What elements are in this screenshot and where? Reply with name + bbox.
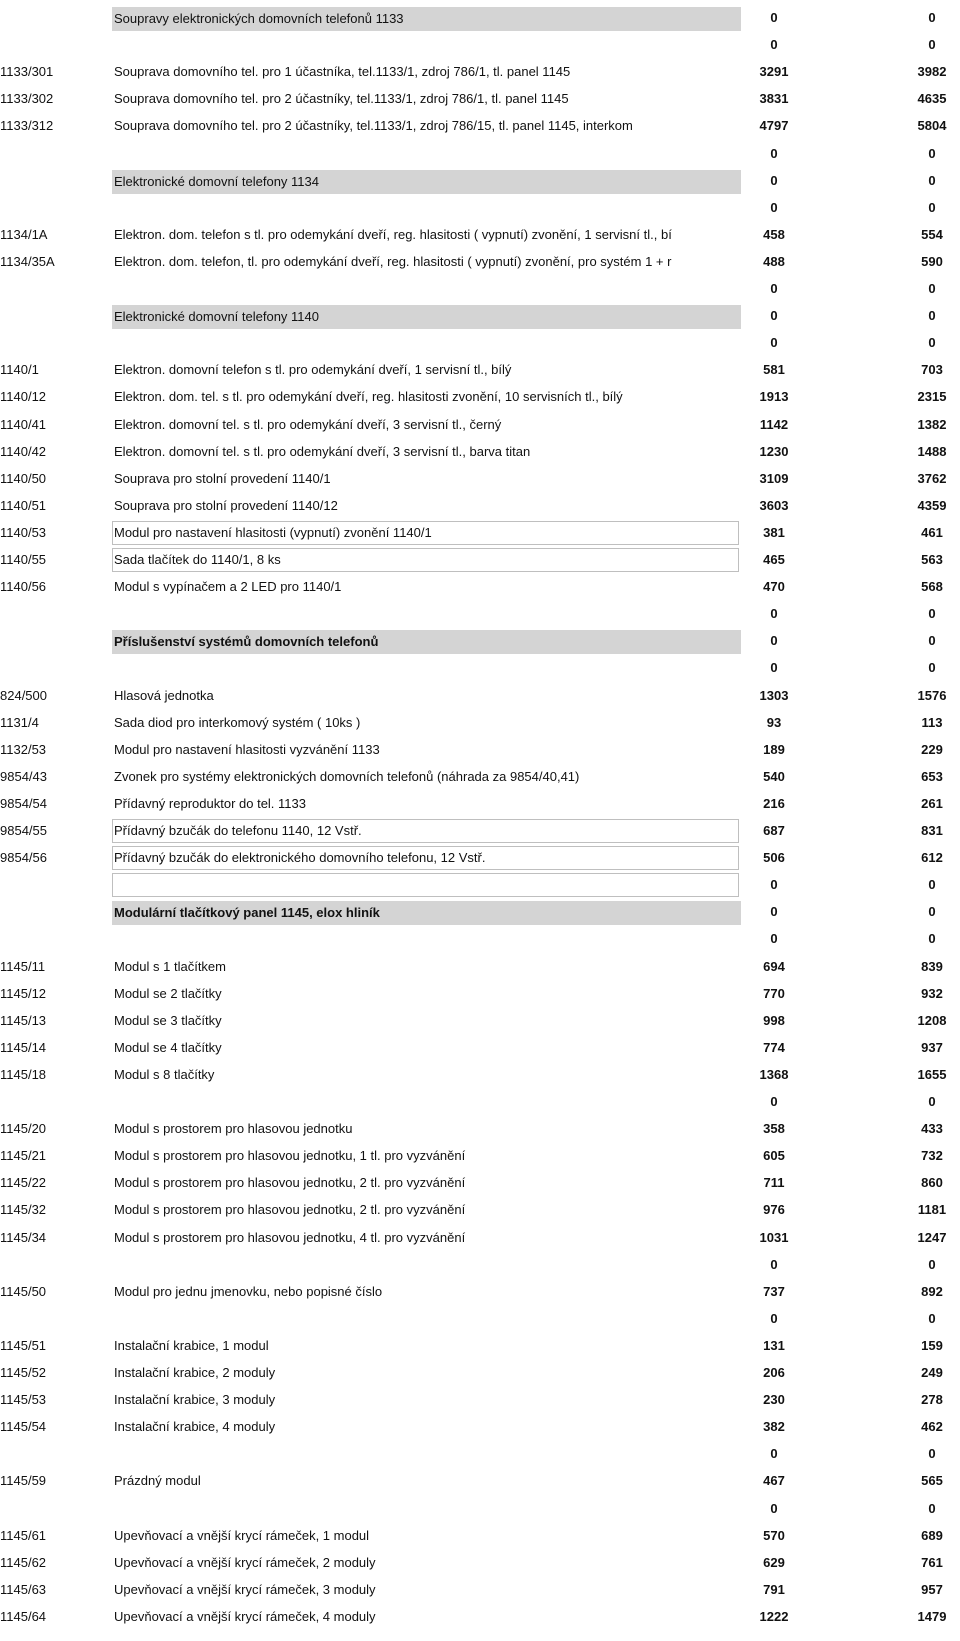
table-row xyxy=(0,1413,960,1440)
item-code: 1140/51 xyxy=(0,497,47,513)
price-value-1: 976 xyxy=(763,1202,785,1218)
item-code: 1145/51 xyxy=(0,1337,47,1353)
item-code: 9854/54 xyxy=(0,795,47,811)
price-value-1: 0 xyxy=(770,660,778,676)
price-value-1: 0 xyxy=(770,145,778,161)
price-value-1: 0 xyxy=(770,1094,778,1109)
item-code: 1145/34 xyxy=(0,1229,47,1245)
price-value-2: 612 xyxy=(921,850,943,866)
table-row xyxy=(0,1034,960,1061)
price-value-2: 2315 xyxy=(917,389,947,405)
price-value-1: 774 xyxy=(763,1039,785,1055)
item-description: Elektron. dom. telefon s tl. pro odemykání dveří, reg. hlasitosti ( vypnutí) zvonění, 1 servisní tl., bí xyxy=(114,226,672,242)
price-value-2: 0 xyxy=(928,172,936,188)
item-code: 1132/53 xyxy=(0,741,47,757)
section-title: Elektronické domovní telefony 1140 xyxy=(114,309,319,325)
price-value-1: 570 xyxy=(763,1527,785,1543)
item-code: 9854/55 xyxy=(0,823,47,838)
price-value-1: 737 xyxy=(763,1283,785,1299)
price-value-1: 687 xyxy=(763,823,785,838)
item-description: Přídavný bzučák do elektronického domovního telefonu, 12 Vstř. xyxy=(114,850,486,866)
item-description: Instalační krabice, 3 moduly xyxy=(114,1392,276,1408)
table-row xyxy=(0,600,960,627)
item-description: Modul s prostorem pro hlasovou jednotku, 1 tl. pro vyzvánění xyxy=(114,1148,466,1164)
item-description: Elektron. domovní tel. s tl. pro odemykání dveří, 3 servisní tl., černý xyxy=(114,416,502,432)
price-value-2: 1488 xyxy=(917,443,947,459)
table-row xyxy=(0,1061,960,1088)
price-value-2: 892 xyxy=(921,1283,943,1299)
price-value-1: 470 xyxy=(763,579,785,595)
item-code: 9854/43 xyxy=(0,768,47,784)
price-value-1: 4797 xyxy=(759,118,789,134)
section-header-row xyxy=(0,627,960,654)
item-code: 1145/61 xyxy=(0,1527,47,1543)
table-row xyxy=(0,682,960,709)
bordered-cell xyxy=(112,873,739,897)
price-value-2: 0 xyxy=(928,633,936,649)
item-description: Sada tlačítek do 1140/1, 8 ks xyxy=(114,552,281,567)
item-description: Upevňovací a vnější krycí rámeček, 2 moduly xyxy=(114,1554,376,1570)
price-value-2: 732 xyxy=(921,1148,943,1164)
item-description: Modul s prostorem pro hlasovou jednotku, 4 tl. pro vyzvánění xyxy=(114,1229,466,1245)
price-value-2: 1181 xyxy=(917,1202,947,1218)
item-code: 1145/32 xyxy=(0,1202,47,1218)
table-row xyxy=(0,1522,960,1549)
item-description: Sada diod pro interkomový systém ( 10ks ) xyxy=(114,714,361,730)
price-value-2: 4359 xyxy=(917,497,947,513)
item-code: 1133/301 xyxy=(0,64,54,80)
item-code: 9854/56 xyxy=(0,850,47,866)
item-code: 1140/1 xyxy=(0,362,39,378)
item-code: 1140/42 xyxy=(0,443,47,459)
table-row xyxy=(0,58,960,85)
table-row xyxy=(0,546,960,573)
item-description: Upevňovací a vnější krycí rámeček, 3 moduly xyxy=(114,1581,376,1597)
price-value-1: 0 xyxy=(770,877,778,893)
table-row xyxy=(0,438,960,465)
item-code: 1140/12 xyxy=(0,389,47,405)
item-description: Přídavný reproduktor do tel. 1133 xyxy=(114,795,306,811)
price-value-2: 0 xyxy=(928,145,936,161)
item-code: 1145/64 xyxy=(0,1608,47,1624)
price-value-1: 1913 xyxy=(759,389,789,405)
item-code: 1140/53 xyxy=(0,524,47,540)
price-value-1: 206 xyxy=(763,1365,785,1380)
price-value-1: 1303 xyxy=(759,687,789,703)
price-value-2: 0 xyxy=(928,931,936,947)
price-value-1: 0 xyxy=(770,335,778,351)
table-row xyxy=(0,194,960,221)
item-description: Souprava domovního tel. pro 1 účastníka, tel.1133/1, zdroj 786/1, tl. panel 1145 xyxy=(114,64,571,80)
table-row xyxy=(0,844,960,871)
item-code: 1145/22 xyxy=(0,1175,47,1191)
price-value-2: 113 xyxy=(921,714,943,730)
price-value-1: 0 xyxy=(770,1446,778,1462)
table-row xyxy=(0,1467,960,1494)
table-row xyxy=(0,1088,960,1115)
price-value-1: 711 xyxy=(763,1175,785,1191)
price-value-2: 0 xyxy=(928,1500,936,1516)
item-description: Upevňovací a vnější krycí rámeček, 1 modul xyxy=(114,1527,370,1543)
section-header-row xyxy=(0,4,960,31)
section-title: Soupravy elektronických domovních telefonů 1133 xyxy=(114,11,404,26)
table-row xyxy=(0,1305,960,1332)
table-row xyxy=(0,1251,960,1278)
price-value-2: 937 xyxy=(921,1039,943,1055)
section-header-row xyxy=(0,167,960,194)
price-value-2: 0 xyxy=(928,877,936,893)
price-value-2: 0 xyxy=(928,308,936,324)
price-value-1: 0 xyxy=(770,931,778,947)
price-value-2: 278 xyxy=(921,1392,943,1408)
price-value-1: 506 xyxy=(763,850,785,866)
item-code: 1134/1A xyxy=(0,226,48,242)
table-row xyxy=(0,1224,960,1251)
price-value-1: 770 xyxy=(763,985,785,1001)
table-row xyxy=(0,329,960,356)
item-code: 1145/50 xyxy=(0,1283,47,1299)
item-code: 1145/11 xyxy=(0,958,46,974)
item-description: Modul pro nastavení hlasitosti vyzvánění 1133 xyxy=(114,741,380,757)
price-value-1: 488 xyxy=(763,253,785,269)
price-value-1: 1222 xyxy=(759,1608,789,1624)
item-description: Modul se 2 tlačítky xyxy=(114,985,222,1001)
table-row xyxy=(0,1440,960,1467)
table-row xyxy=(0,871,960,898)
price-value-2: 1208 xyxy=(917,1012,947,1028)
item-description: Modul pro nastavení hlasitosti (vypnutí) zvonění 1140/1 xyxy=(114,524,432,540)
table-row xyxy=(0,1576,960,1603)
item-description: Zvonek pro systémy elektronických domovních telefonů (náhrada za 9854/40,41) xyxy=(114,768,580,784)
table-row xyxy=(0,248,960,275)
table-row xyxy=(0,140,960,167)
price-value-1: 540 xyxy=(763,768,785,784)
table-row xyxy=(0,465,960,492)
item-description: Modul se 3 tlačítky xyxy=(114,1012,222,1028)
price-value-1: 0 xyxy=(770,308,778,324)
item-description: Elektron. domovní tel. s tl. pro odemykání dveří, 3 servisní tl., barva titan xyxy=(114,443,531,459)
price-value-2: 0 xyxy=(928,10,936,25)
item-code: 1145/13 xyxy=(0,1012,47,1028)
item-description: Modul s 8 tlačítky xyxy=(114,1066,215,1082)
table-row xyxy=(0,763,960,790)
price-value-2: 1576 xyxy=(917,687,947,703)
item-code: 1140/41 xyxy=(0,416,47,432)
price-value-2: 0 xyxy=(928,606,936,622)
table-row xyxy=(0,492,960,519)
item-description: Instalační krabice, 4 moduly xyxy=(114,1419,276,1435)
price-value-1: 230 xyxy=(763,1392,785,1408)
table-row xyxy=(0,790,960,817)
price-value-2: 249 xyxy=(921,1365,943,1380)
price-value-1: 1368 xyxy=(759,1066,789,1082)
price-value-1: 3831 xyxy=(759,91,789,107)
item-code: 1145/59 xyxy=(0,1473,47,1489)
price-value-2: 0 xyxy=(928,1310,936,1326)
item-description: Modul s 1 tlačítkem xyxy=(114,958,226,974)
item-code: 1145/20 xyxy=(0,1121,47,1137)
item-description: Instalační krabice, 1 modul xyxy=(114,1337,269,1353)
price-value-1: 189 xyxy=(763,741,785,757)
table-row xyxy=(0,112,960,139)
table-row xyxy=(0,1142,960,1169)
price-value-1: 458 xyxy=(763,226,785,242)
price-value-2: 0 xyxy=(928,281,936,296)
price-value-1: 382 xyxy=(763,1419,785,1435)
price-value-2: 462 xyxy=(921,1419,943,1435)
table-row xyxy=(0,356,960,383)
table-row xyxy=(0,709,960,736)
item-code: 1134/35A xyxy=(0,253,55,269)
item-code: 1145/18 xyxy=(0,1066,47,1082)
price-value-2: 831 xyxy=(921,823,943,838)
price-value-1: 1142 xyxy=(759,416,789,432)
table-row xyxy=(0,1169,960,1196)
item-description: Modul s prostorem pro hlasovou jednotku, 2 tl. pro vyzvánění xyxy=(114,1175,466,1191)
price-value-1: 3291 xyxy=(759,64,789,80)
price-value-1: 0 xyxy=(770,10,778,25)
item-code: 824/500 xyxy=(0,687,47,703)
price-value-2: 1382 xyxy=(917,416,947,432)
section-title: Elektronické domovní telefony 1134 xyxy=(114,173,319,189)
price-value-2: 5804 xyxy=(917,118,947,134)
price-value-1: 381 xyxy=(763,524,785,540)
item-description: Prázdný modul xyxy=(114,1473,201,1489)
table-row xyxy=(0,654,960,681)
item-code: 1145/12 xyxy=(0,985,47,1001)
table-row xyxy=(0,1603,960,1630)
table-row xyxy=(0,1196,960,1223)
item-description: Modul se 4 tlačítky xyxy=(114,1039,222,1055)
price-value-2: 261 xyxy=(921,795,943,811)
price-value-2: 0 xyxy=(928,37,936,53)
price-value-2: 159 xyxy=(921,1337,943,1353)
price-value-1: 0 xyxy=(770,37,778,53)
price-value-2: 0 xyxy=(928,660,936,676)
price-value-1: 1230 xyxy=(759,443,789,459)
table-row xyxy=(0,1115,960,1142)
table-row xyxy=(0,383,960,410)
item-description: Souprava pro stolní provedení 1140/12 xyxy=(114,497,338,513)
price-value-1: 1031 xyxy=(759,1229,789,1245)
table-row xyxy=(0,1332,960,1359)
table-row xyxy=(0,411,960,438)
table-row xyxy=(0,1386,960,1413)
price-value-1: 605 xyxy=(763,1148,785,1164)
price-value-2: 957 xyxy=(921,1581,943,1597)
price-value-2: 0 xyxy=(928,199,936,215)
table-row xyxy=(0,953,960,980)
price-value-1: 3109 xyxy=(759,470,789,486)
price-value-1: 93 xyxy=(766,714,782,730)
item-code: 1145/53 xyxy=(0,1392,47,1408)
price-value-1: 0 xyxy=(770,606,778,622)
item-code: 1145/63 xyxy=(0,1581,47,1597)
price-value-2: 1247 xyxy=(917,1229,947,1245)
price-value-1: 465 xyxy=(763,552,785,567)
price-value-2: 0 xyxy=(928,1094,936,1109)
price-value-2: 229 xyxy=(921,741,943,757)
price-value-1: 0 xyxy=(770,904,778,920)
price-value-2: 3762 xyxy=(917,470,947,486)
item-code: 1140/56 xyxy=(0,579,47,595)
price-value-2: 703 xyxy=(921,362,943,378)
table-row xyxy=(0,1359,960,1386)
price-value-1: 998 xyxy=(763,1012,785,1028)
price-value-1: 791 xyxy=(763,1581,785,1597)
price-value-2: 554 xyxy=(921,226,943,242)
item-description: Hlasová jednotka xyxy=(114,687,214,703)
price-value-2: 461 xyxy=(921,524,943,540)
table-row xyxy=(0,1007,960,1034)
price-value-2: 1479 xyxy=(917,1608,947,1624)
item-code: 1133/302 xyxy=(0,91,54,107)
price-value-1: 0 xyxy=(770,281,778,296)
price-value-1: 467 xyxy=(763,1473,785,1489)
item-code: 1145/52 xyxy=(0,1365,47,1380)
item-code: 1131/4 xyxy=(0,714,39,730)
table-row xyxy=(0,85,960,112)
table-row xyxy=(0,1549,960,1576)
price-value-2: 761 xyxy=(921,1554,943,1570)
price-value-2: 568 xyxy=(921,579,943,595)
price-value-2: 0 xyxy=(928,904,936,920)
item-code: 1145/14 xyxy=(0,1039,47,1055)
item-description: Modul s vypínačem a 2 LED pro 1140/1 xyxy=(114,579,342,595)
item-description: Souprava domovního tel. pro 2 účastníky, tel.1133/1, zdroj 786/1, tl. panel 1145 xyxy=(114,91,569,107)
table-row xyxy=(0,275,960,302)
item-description: Instalační krabice, 2 moduly xyxy=(114,1365,276,1380)
table-row xyxy=(0,31,960,58)
price-value-1: 694 xyxy=(763,958,785,974)
price-value-1: 0 xyxy=(770,1310,778,1326)
price-value-2: 689 xyxy=(921,1527,943,1543)
price-value-2: 563 xyxy=(921,552,943,567)
table-row xyxy=(0,980,960,1007)
item-description: Přídavný bzučák do telefonu 1140, 12 Vstř. xyxy=(114,823,362,838)
item-code: 1145/54 xyxy=(0,1419,47,1435)
table-row xyxy=(0,519,960,546)
item-description: Modul s prostorem pro hlasovou jednotku, 2 tl. pro vyzvánění xyxy=(114,1202,466,1218)
price-value-1: 0 xyxy=(770,199,778,215)
price-value-1: 358 xyxy=(763,1121,785,1137)
price-value-2: 860 xyxy=(921,1175,943,1191)
table-row xyxy=(0,1495,960,1522)
table-row xyxy=(0,221,960,248)
price-value-1: 0 xyxy=(770,1500,778,1516)
table-row xyxy=(0,1278,960,1305)
price-value-1: 581 xyxy=(763,362,785,378)
item-code: 1133/312 xyxy=(0,118,54,134)
price-value-2: 0 xyxy=(928,335,936,351)
item-code: 1140/55 xyxy=(0,552,47,567)
item-code: 1140/50 xyxy=(0,470,47,486)
table-row xyxy=(0,925,960,952)
price-value-1: 629 xyxy=(763,1554,785,1570)
price-value-2: 1655 xyxy=(917,1066,947,1082)
section-header-row xyxy=(0,302,960,329)
price-value-1: 216 xyxy=(763,795,785,811)
item-code: 1145/62 xyxy=(0,1554,47,1570)
section-title: Modulární tlačítkový panel 1145, elox hliník xyxy=(114,905,380,921)
section-title: Příslušenství systémů domovních telefonů xyxy=(114,634,379,650)
price-value-1: 0 xyxy=(770,633,778,649)
price-value-2: 3982 xyxy=(917,64,947,80)
table-row xyxy=(0,736,960,763)
price-value-2: 0 xyxy=(928,1446,936,1462)
price-value-2: 932 xyxy=(921,985,943,1001)
table-row xyxy=(0,573,960,600)
price-value-2: 590 xyxy=(921,253,943,269)
price-value-2: 0 xyxy=(928,1256,936,1272)
price-value-1: 0 xyxy=(770,1256,778,1272)
item-description: Elektron. domovní telefon s tl. pro odemykání dveří, 1 servisní tl., bílý xyxy=(114,362,512,378)
price-value-2: 653 xyxy=(921,768,943,784)
item-description: Souprava pro stolní provedení 1140/1 xyxy=(114,470,331,486)
item-description: Souprava domovního tel. pro 2 účastníky, tel.1133/1, zdroj 786/15, tl. panel 1145, interkom xyxy=(114,118,633,134)
price-value-1: 131 xyxy=(763,1337,785,1353)
price-value-2: 565 xyxy=(921,1473,943,1489)
item-code: 1145/21 xyxy=(0,1148,47,1164)
price-value-1: 3603 xyxy=(759,497,789,513)
section-header-row xyxy=(0,898,960,925)
price-value-2: 4635 xyxy=(917,91,947,107)
item-description: Elektron. dom. tel. s tl. pro odemykání dveří, reg. hlasitosti zvonění, 10 servisních tl., bílý xyxy=(114,389,623,405)
price-value-1: 0 xyxy=(770,172,778,188)
item-description: Elektron. dom. telefon, tl. pro odemykání dveří, reg. hlasitosti ( vypnutí) zvonění, pro systém 1 + r xyxy=(114,253,672,269)
table-row xyxy=(0,817,960,844)
item-description: Modul s prostorem pro hlasovou jednotku xyxy=(114,1121,353,1137)
price-value-2: 839 xyxy=(921,958,943,974)
item-description: Modul pro jednu jmenovku, nebo popisné číslo xyxy=(114,1283,383,1299)
price-value-2: 433 xyxy=(921,1121,943,1137)
item-description: Upevňovací a vnější krycí rámeček, 4 moduly xyxy=(114,1608,376,1624)
